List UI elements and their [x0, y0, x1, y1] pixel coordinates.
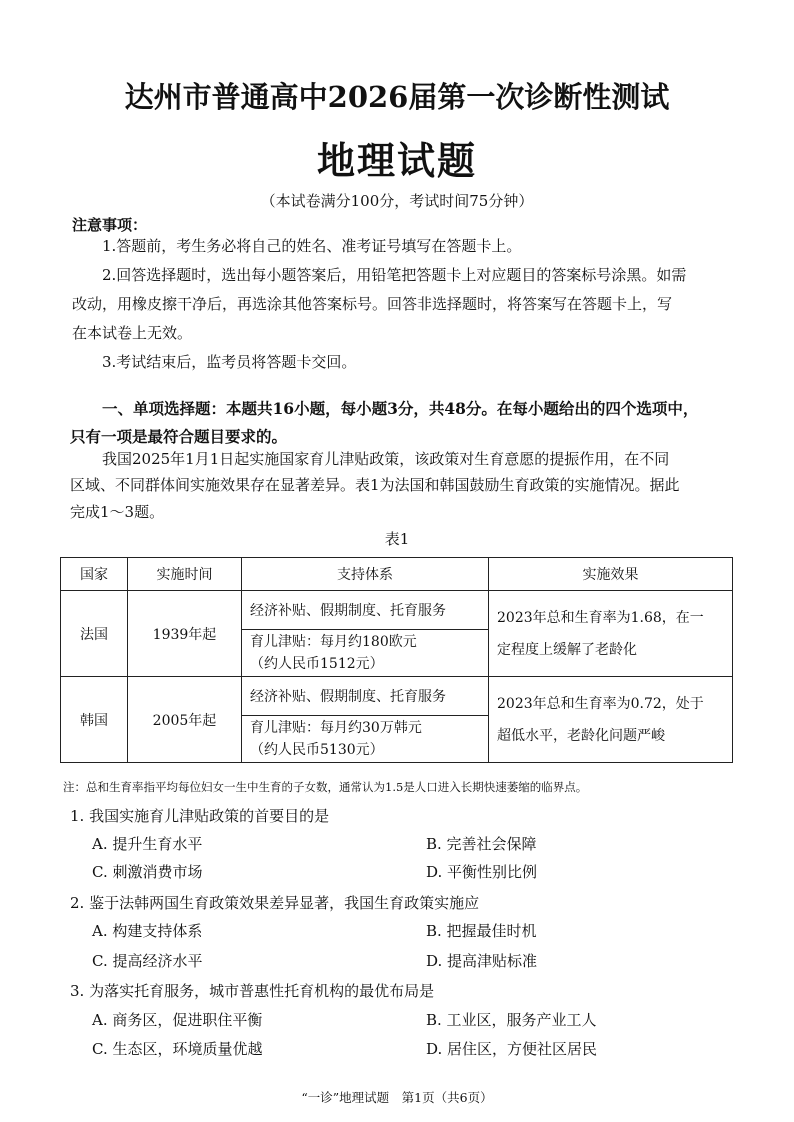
question-1-option-d: D. 平衡性别比例	[426, 863, 538, 881]
time-cell: 1939年起	[128, 591, 242, 677]
note-item-2-line-2: 改动，用橡皮擦干净后，再选涂其他答案标号。回答非选择题时，将答案写在答题卡上，写	[72, 295, 673, 313]
question-2-option-a: A. 构建支持体系	[92, 922, 203, 940]
effect-line: 定程度上缓解了老龄化	[497, 641, 637, 658]
table-row	[61, 591, 733, 630]
note-item-2-line-1: 2.回答选择题时，选出每小题答案后，用铅笔把答题卡上对应题目的答案标号涂黑。如需	[102, 266, 687, 284]
notes-heading: 注意事项：	[72, 216, 148, 234]
table-header-row	[61, 558, 733, 591]
allowance-line: 育儿津贴：每月约30万韩元	[250, 720, 422, 736]
question-3-option-a: A. 商务区，促进职住平衡	[92, 1011, 263, 1029]
effect-line: 2023年总和生育率为1.68，在一	[497, 609, 704, 626]
intro-line-3: 完成1～3题。	[70, 503, 165, 521]
table-header-cell: 实施时间	[128, 558, 242, 591]
allowance-line: （约人民币1512元）	[250, 656, 384, 672]
effect-line: 2023年总和生育率为0.72，处于	[497, 695, 704, 712]
question-3-stem: 3. 为落实托育服务，城市普惠性托育机构的最优布局是	[70, 982, 435, 1000]
section-heading-line-1: 一、单项选择题：本题共16小题，每小题3分，共48分。在每小题给出的四个选项中，	[102, 399, 699, 418]
table-header-cell: 支持体系	[242, 558, 489, 591]
allowance-line: 育儿津贴：每月约180欧元	[250, 634, 417, 650]
effect-line: 超低水平，老龄化问题严峻	[497, 727, 665, 744]
section-heading-line-2: 只有一项是最符合题目要求的。	[70, 427, 288, 446]
table-caption: 表1	[384, 530, 410, 548]
exam-info: （本试卷满分100分，考试时间75分钟）	[260, 192, 534, 210]
page-footer: “一诊”地理试题 第1页（共6页）	[301, 1090, 493, 1105]
table-header-cell: 实施效果	[489, 558, 733, 591]
table-row	[61, 677, 733, 716]
country-cell: 韩国	[61, 677, 128, 763]
table-header-cell: 国家	[61, 558, 128, 591]
exam-title: 达州市普通高中2026届第一次诊断性测试	[124, 80, 670, 114]
table-note: 注：总和生育率指平均每位妇女一生中生育的子女数，通常认为1.5是人口进入长期快速萎缩的临界点。	[63, 780, 588, 794]
support-cell: 经济补贴、假期制度、托育服务	[242, 677, 489, 716]
note-item-3: 3.考试结束后，监考员将答题卡交回。	[102, 353, 357, 371]
country-cell: 法国	[61, 591, 128, 677]
question-1-option-b: B. 完善社会保障	[426, 835, 537, 853]
effect-cell	[489, 591, 733, 677]
time-cell: 2005年起	[128, 677, 242, 763]
allowance-cell	[242, 716, 489, 763]
intro-line-1: 我国2025年1月1日起实施国家育儿津贴政策，该政策对生育意愿的提振作用，在不同	[102, 450, 670, 468]
question-3-option-d: D. 居住区，方便社区居民	[426, 1040, 598, 1058]
question-1-stem: 1. 我国实施育儿津贴政策的首要目的是	[70, 807, 330, 825]
question-2-stem: 2. 鉴于法韩两国生育政策效果差异显著，我国生育政策实施应	[70, 894, 480, 912]
question-3-option-c: C. 生态区，环境质量优越	[92, 1040, 263, 1058]
intro-line-2: 区域、不同群体间实施效果存在显著差异。表1为法国和韩国鼓励生育政策的实施情况。据此	[70, 476, 680, 494]
effect-cell	[489, 677, 733, 763]
subject-title: 地理试题	[316, 138, 477, 183]
support-cell: 经济补贴、假期制度、托育服务	[242, 591, 489, 630]
note-item-1: 1.答题前，考生务必将自己的姓名、准考证号填写在答题卡上。	[102, 237, 522, 255]
question-2-option-d: D. 提高津贴标准	[426, 952, 538, 970]
policy-table	[60, 557, 733, 763]
question-2-option-c: C. 提高经济水平	[92, 952, 203, 970]
allowance-cell	[242, 630, 489, 677]
allowance-line: （约人民币5130元）	[250, 742, 384, 758]
question-1-option-c: C. 刺激消费市场	[92, 863, 203, 881]
question-2-option-b: B. 把握最佳时机	[426, 922, 537, 940]
note-item-2-line-3: 在本试卷上无效。	[72, 324, 193, 342]
question-3-option-b: B. 工业区，服务产业工人	[426, 1011, 597, 1029]
question-1-option-a: A. 提升生育水平	[92, 835, 203, 853]
